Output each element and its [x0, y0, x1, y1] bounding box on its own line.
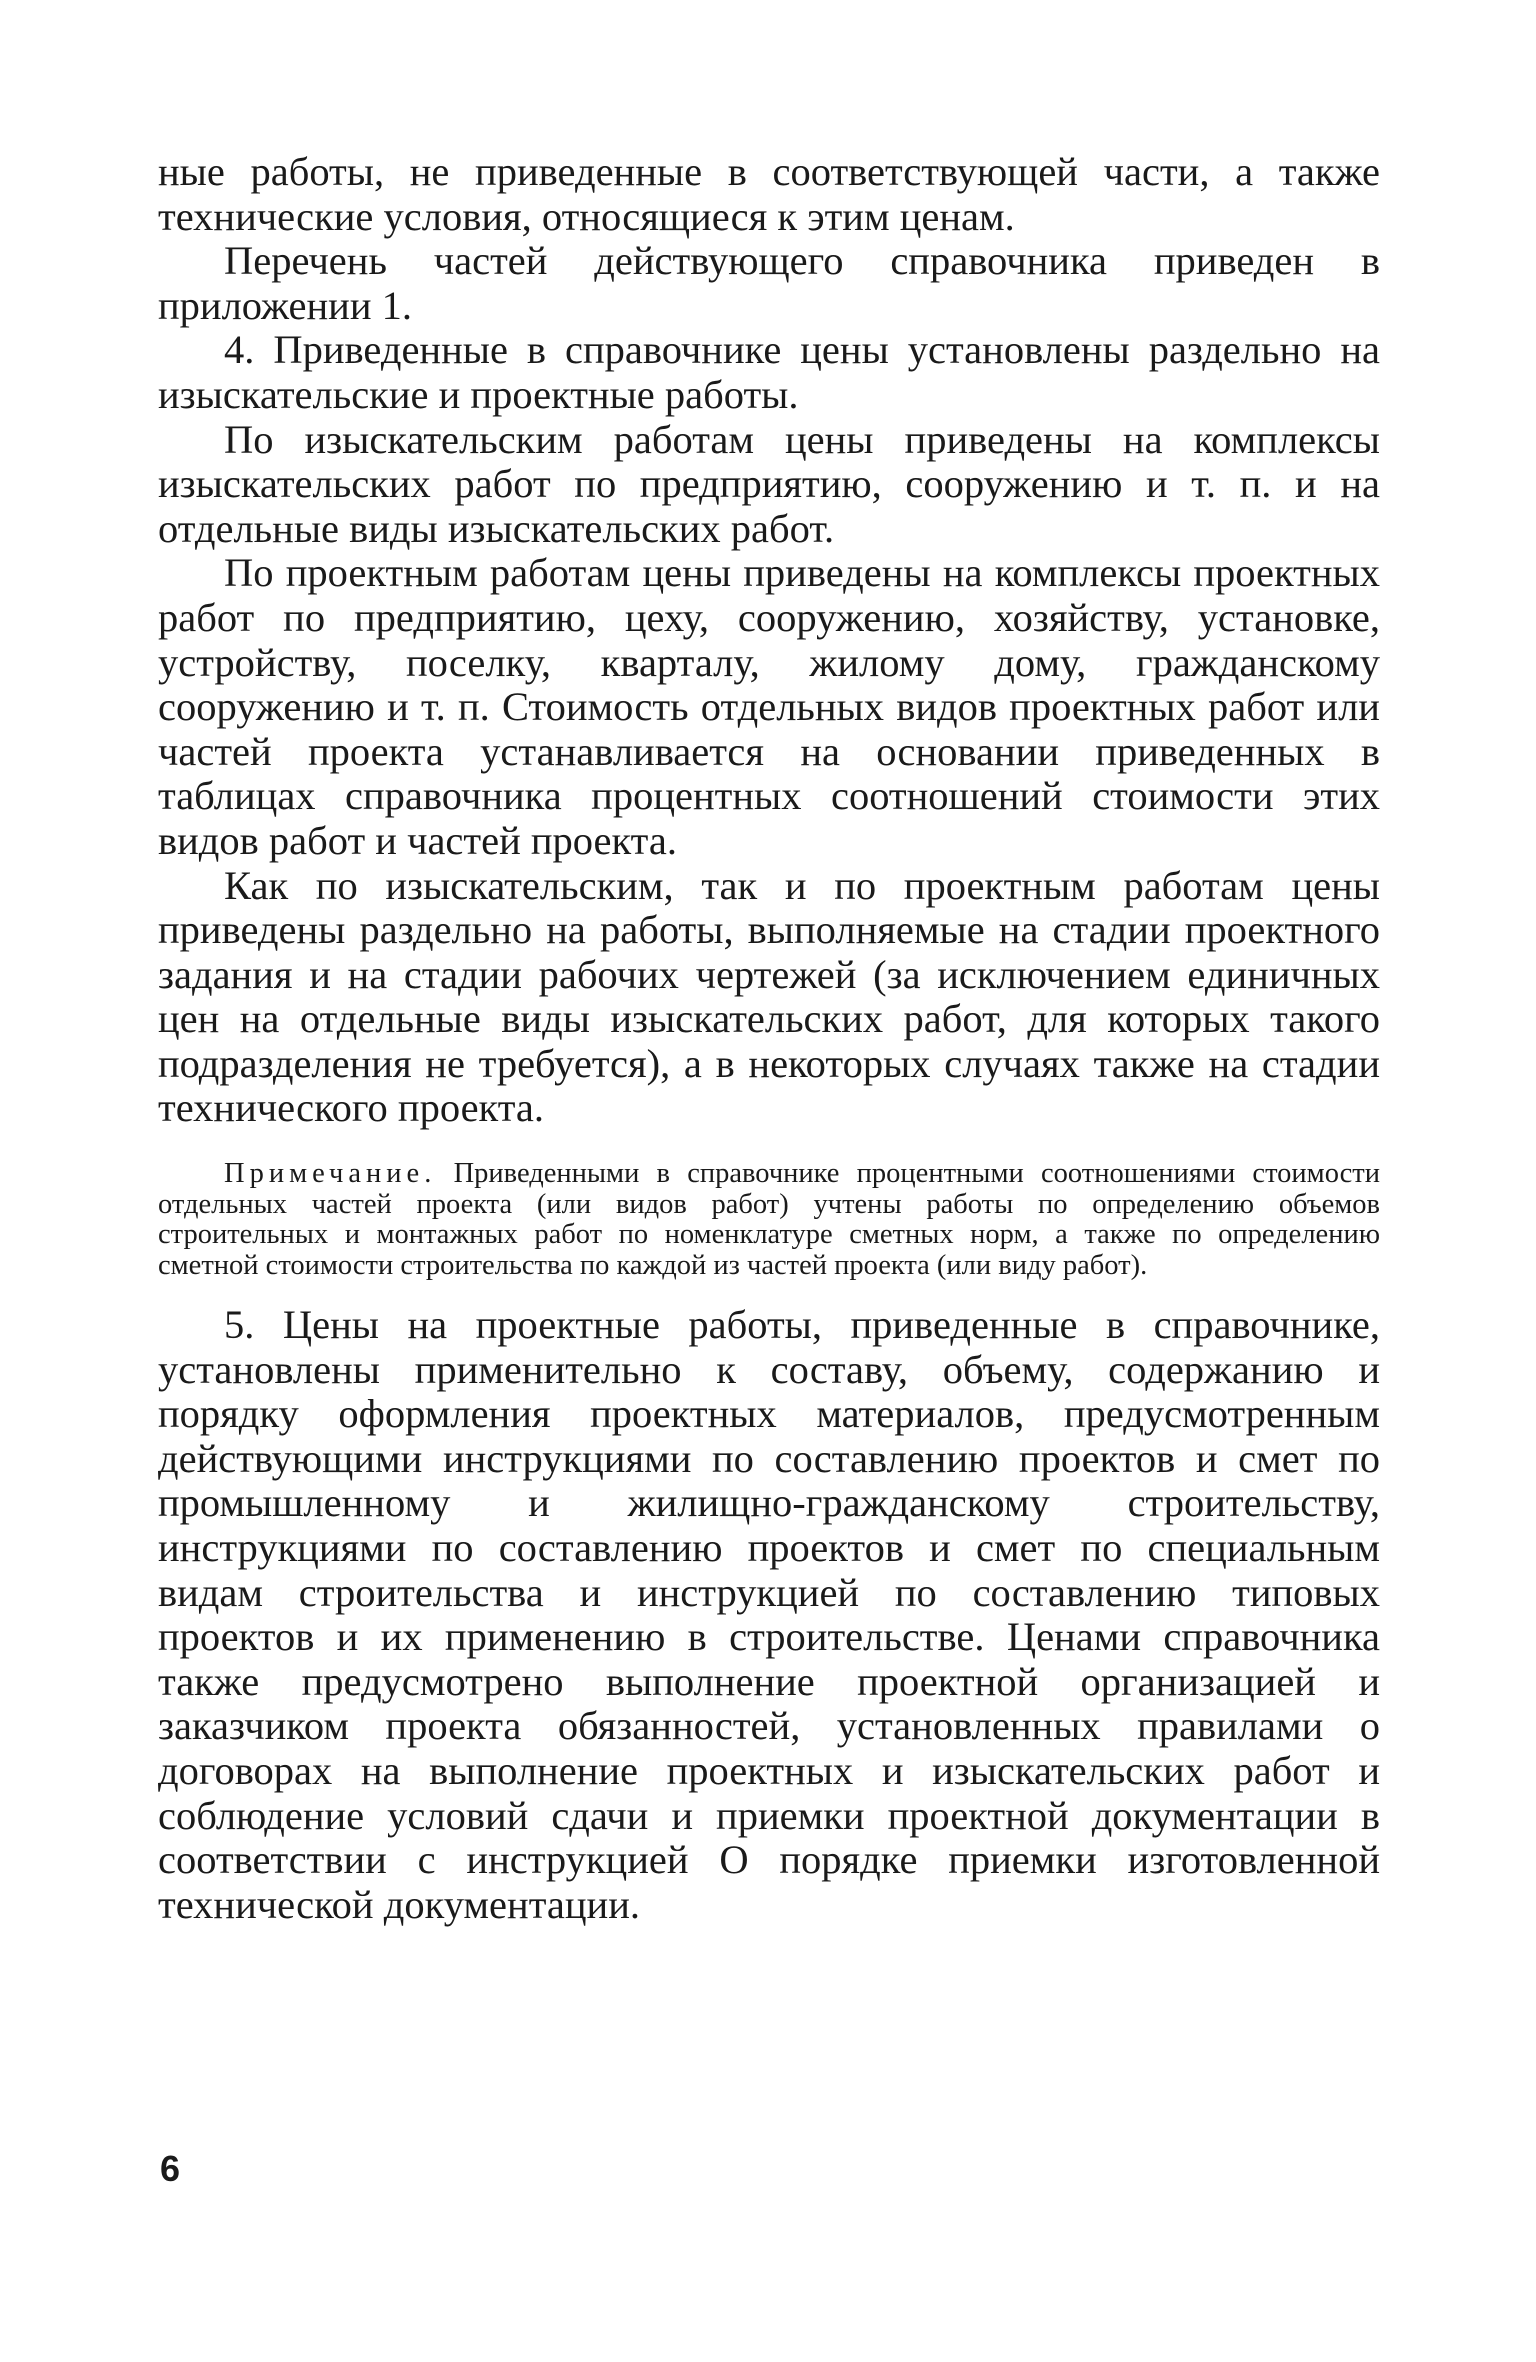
paragraph-survey-works: По изыскательским работам цены приведены на комплексы изыскательских работ по предприятию, сооружению и т. п. и на отдельные виды изыскательских работ.	[158, 416, 1380, 551]
note-block	[158, 1159, 1380, 1281]
paragraph-continuation: ные работы, не приведенные в соответствующей части, а также технические условия, относящиеся к этим ценам.	[158, 149, 1380, 239]
paragraph-item-4: 4. Приведенные в справочнике цены установлены раздельно на изыскательские и проектные работы.	[158, 327, 1380, 417]
note-text: Приведенными в справочнике процентными соотношениями стоимости отдельных частей проекта (или видов работ) учтены работы по определению объемов строительных и монтажных работ по номенклатуре сметных норм, а также по определению сметной стоимости строительства по каждой из частей проекта (или виду работ).	[158, 1158, 1381, 1281]
paragraph-stages: Как по изыскательским, так и по проектным работам цены приведены раздельно на работы, выполняемые на стадии проектного задания и на стадии рабочих чертежей (за исключением единичных цен на отдельные виды изыскательских работ, для которых такого подразделения не требуется), а в некоторых случаях также на стадии технического проекта.	[158, 862, 1380, 1131]
note-label: Примечание.	[224, 1158, 437, 1190]
page-number: 6	[160, 2148, 181, 2189]
paragraph-appendix-reference: Перечень частей действующего справочника приведен в приложении 1.	[158, 238, 1380, 328]
paragraph-design-works: По проектным работам цены приведены на комплексы проектных работ по предприятию, цеху, сооружению, хозяйству, установке, устройству, поселку, кварталу, жилому дому, гражданскому сооружению и т. п. Стоимость отдельных видов проектных работ или частей проекта устанавливается на основании приведенных в таблицах справочника процентных соотношений стоимости этих видов работ и частей проекта.	[158, 550, 1380, 863]
page-body	[158, 150, 1380, 1927]
paragraph-item-5: 5. Цены на проектные работы, приведенные в справочнике, установлены применительно к составу, объему, содержанию и порядку оформления проектных материалов, предусмотренным действующими инструкциями по составлению проектов и смет по промышленному и жилищно-гражданскому строительству, инструкциями по составлению проектов и смет по специальным видам строительства и инструкцией по составлению типовых проектов и их применению в строительстве. Ценами справочника также предусмотрено выполнение проектной организацией и заказчиком проекта обязанностей, установленных правилами о договорах на выполнение проектных и изыскательских работ и соблюдение условий сдачи и приемки проектной документации в соответствии с инструкцией О порядке приемки изготовленной технической документации.	[158, 1302, 1380, 1927]
